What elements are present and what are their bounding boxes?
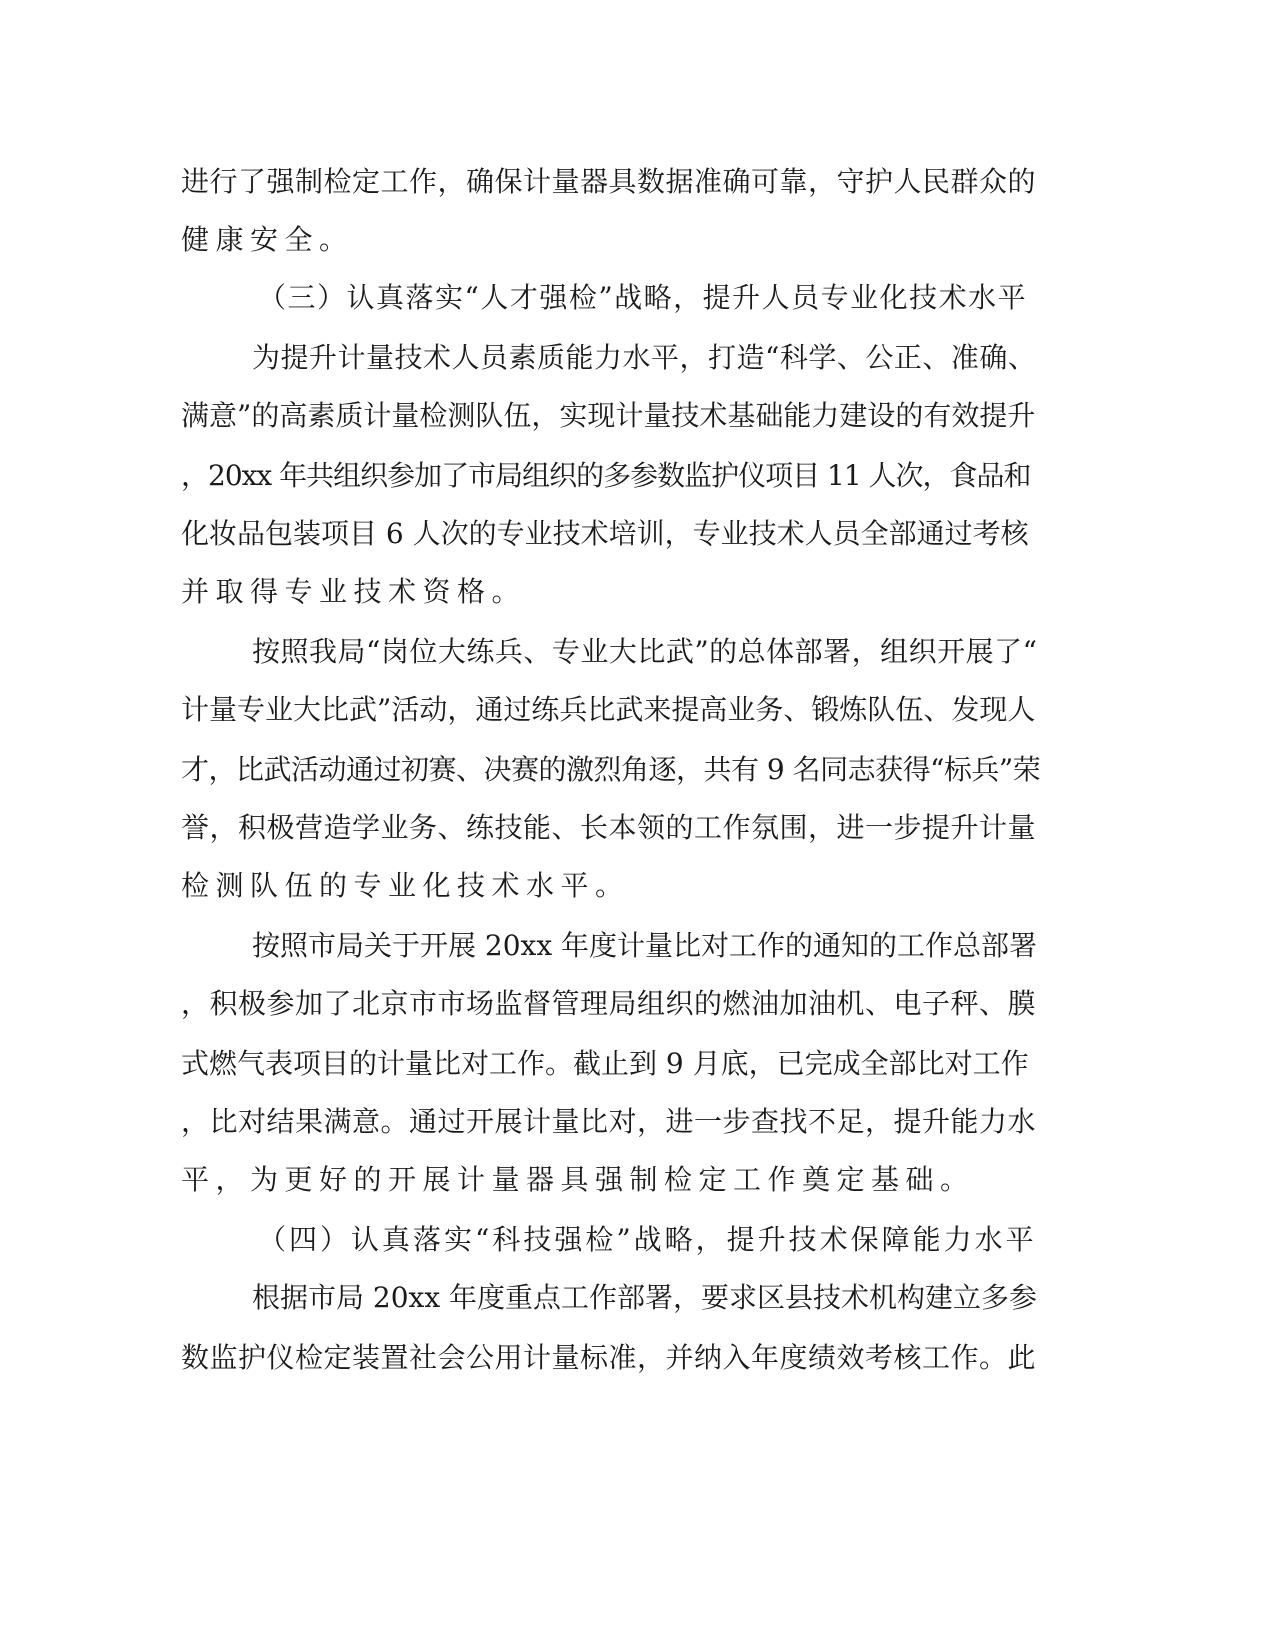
- section-heading-3: （三）认真落实“人才强检”战略，提升人员专业化技术水平: [258, 281, 1028, 314]
- body-line: 平，为更好的开展计量器具强制检定工作奠定基础。: [181, 1163, 975, 1196]
- section-heading-4: （四）认真落实“科技强检”战略，提升技术保障能力水平: [258, 1223, 1037, 1256]
- body-line: 按照市局关于开展 20xx 年度计量比对工作的通知的工作总部署: [252, 929, 1038, 962]
- body-line: 誉，积极营造学业务、练技能、长本领的工作氛围，进一步提升计量: [181, 811, 1037, 844]
- body-line: 数监护仪检定装置社会公用计量标准，并纳入年度绩效考核工作。此: [181, 1341, 1037, 1374]
- body-line: 计量专业大比武”活动，通过练兵比武来提高业务、锻炼队伍、发现人: [181, 693, 1036, 726]
- body-line: 化妆品包装项目 6 人次的专业技术培训，专业技术人员全部通过考核: [181, 517, 1029, 550]
- body-line: 进行了强制检定工作，确保计量器具数据准确可靠，守护人民群众的: [181, 165, 1037, 198]
- body-line: 检测队伍的专业化技术水平。: [181, 869, 630, 902]
- body-line: 满意”的高素质计量检测队伍，实现计量技术基础能力建设的有效提升: [181, 399, 1036, 432]
- body-line: 才，比武活动通过初赛、决赛的激烈角逐，共有 9 名同志获得“标兵”荣: [181, 753, 1041, 786]
- body-line: 按照我局“岗位大练兵、专业大比武”的总体部署，组织开展了“: [252, 635, 1038, 668]
- body-line: 根据市局 20xx 年度重点工作部署，要求区县技术机构建立多参: [252, 1281, 1038, 1314]
- body-line: 为提升计量技术人员素质能力水平，打造“科学、公正、准确、: [252, 341, 1037, 374]
- body-line: ，20xx 年共组织参加了市局组织的多参数监护仪项目 11 人次，食品和: [181, 459, 1031, 492]
- body-line: 健康安全。: [181, 223, 354, 256]
- body-line: 并取得专业技术资格。: [181, 575, 527, 608]
- body-line: 式燃气表项目的计量比对工作。截止到 9 月底，已完成全部比对工作: [181, 1047, 1029, 1080]
- body-line: ，比对结果满意。通过开展计量比对，进一步查找不足，提升能力水: [181, 1105, 1037, 1138]
- body-line: ，积极参加了北京市市场监督管理局组织的燃油加油机、电子秤、膜: [181, 987, 1037, 1020]
